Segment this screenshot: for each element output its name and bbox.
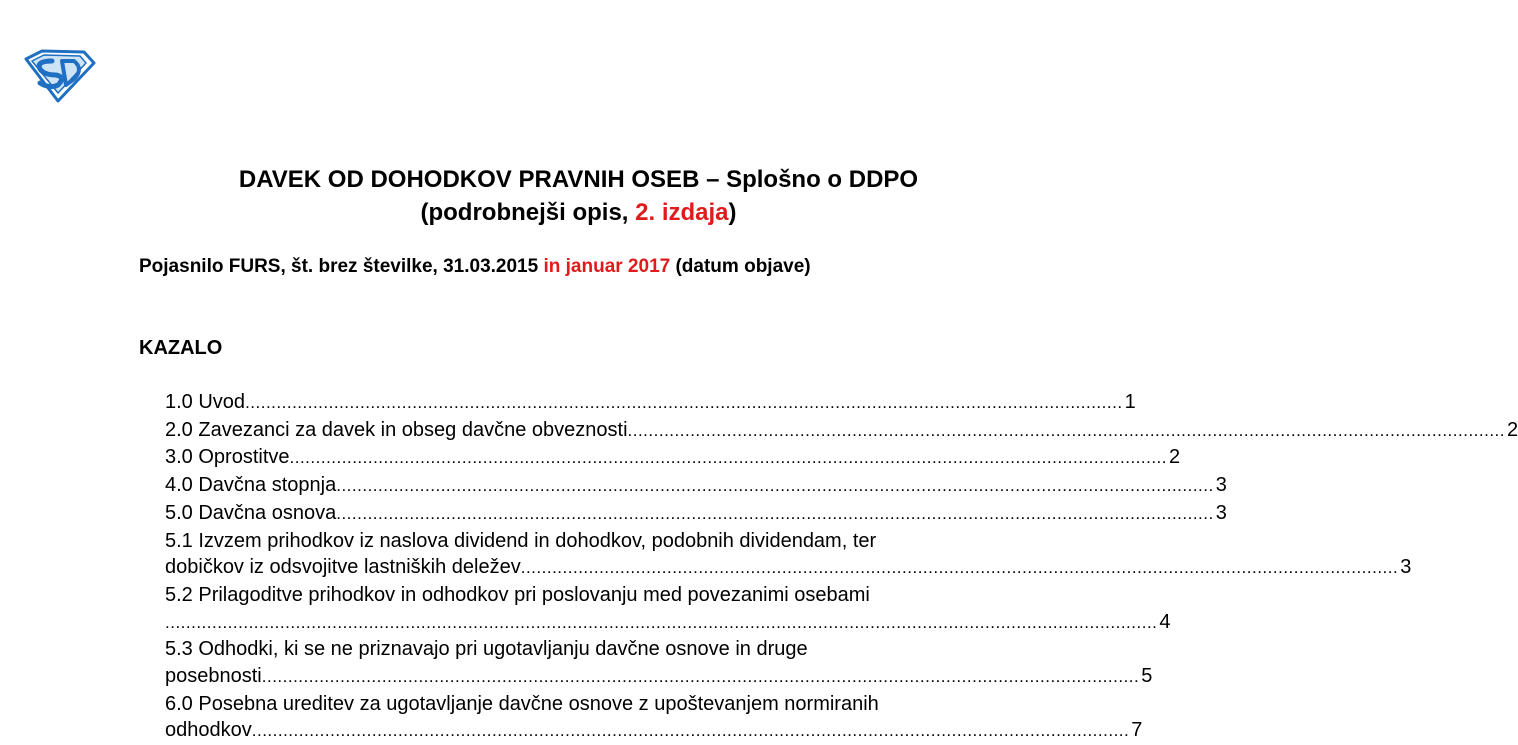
toc-leader: ........................................................................................................................................................................ <box>245 393 1123 412</box>
toc-entry[interactable] <box>165 417 1518 445</box>
toc-page-number: 7 <box>1131 719 1143 742</box>
toc-entry-text: odhodkov <box>165 719 252 742</box>
toc-entry-text: posebnosti <box>165 665 262 688</box>
toc-leader: .............................................................................................................................................................................................. <box>165 612 1158 632</box>
toc-entry[interactable] <box>165 389 1136 417</box>
toc-entry-text[interactable]: 5.1 Izvzem prihodkov iz naslova dividend in dohodkov, podobnih dividendam, ter <box>165 529 877 552</box>
toc-leader: ........................................................................................................................................................................ <box>289 448 1168 468</box>
subtitle-date-update: in januar 2017 <box>543 256 671 277</box>
toc-entry-text[interactable]: 5.2 Prilagoditve prihodkov in odhodkov pri poslovanju med povezanimi osebami <box>165 583 870 606</box>
toc-leader: ........................................................................................................................................................................ <box>520 558 1399 578</box>
subtitle-main: Pojasnilo FURS, št. brez številke, 31.03.2015 <box>139 256 544 277</box>
table-of-contents <box>165 389 1518 745</box>
toc-leader: ........................................................................................................................................................................ <box>336 476 1214 496</box>
toc-entry-text: 3.0 Oprostitve <box>165 446 290 469</box>
edition-prefix: (podrobnejši opis, <box>420 199 636 226</box>
toc-entry-text: 4.0 Davčna stopnja <box>165 474 337 497</box>
document-edition <box>0 197 1157 229</box>
document-title: DAVEK OD DOHODKOV PRAVNIH OSEB – Splošno o DDPO <box>238 166 919 193</box>
toc-page-number: 3 <box>1215 474 1227 497</box>
toc-leader: ........................................................................................................................................................................ <box>336 503 1214 523</box>
toc-heading: KAZALO <box>139 337 223 359</box>
toc-entry-text: dobičkov iz odsvojitve lastniških deležev <box>165 556 521 579</box>
toc-entry[interactable] <box>165 500 1227 528</box>
toc-entry-text: 1.0 Uvod <box>165 391 246 413</box>
toc-page-number: 2 <box>1169 446 1181 469</box>
edition-number: 2. izdaja <box>635 199 729 226</box>
toc-entry[interactable] <box>165 609 1171 637</box>
toc-entry-text: 5.0 Davčna osnova <box>165 501 337 524</box>
toc-leader: ........................................................................................................................................................................ <box>251 721 1130 741</box>
toc-leader: ........................................................................................................................................................................ <box>261 667 1140 687</box>
sd-logo <box>22 47 96 103</box>
toc-entry[interactable] <box>165 717 1143 745</box>
toc-entry-text[interactable]: 6.0 Posebna ureditev za ugotavljanje davčne osnove z upoštevanjem normiranih <box>165 692 879 715</box>
toc-page-number: 1 <box>1124 391 1136 413</box>
document-subtitle <box>139 254 1039 280</box>
toc-page-number: 3 <box>1400 556 1412 579</box>
toc-leader: ........................................................................................................................................................................ <box>627 420 1506 440</box>
toc-page-number: 4 <box>1159 610 1171 633</box>
toc-entry[interactable] <box>165 444 1181 472</box>
toc-entry[interactable] <box>165 663 1153 691</box>
toc-entry-text: 2.0 Zavezanci za davek in obseg davčne obveznosti <box>165 418 628 441</box>
toc-page-number: 2 <box>1507 418 1518 441</box>
toc-page-number: 3 <box>1215 501 1227 524</box>
toc-page-number: 5 <box>1141 665 1153 688</box>
toc-entry-text[interactable]: 5.3 Odhodki, ki se ne priznavajo pri ugotavljanju davčne osnove in druge <box>165 638 808 661</box>
toc-entry[interactable] <box>165 554 1412 582</box>
subtitle-suffix: (datum objave) <box>670 256 811 277</box>
edition-suffix: ) <box>728 199 737 226</box>
toc-entry[interactable] <box>165 472 1227 500</box>
